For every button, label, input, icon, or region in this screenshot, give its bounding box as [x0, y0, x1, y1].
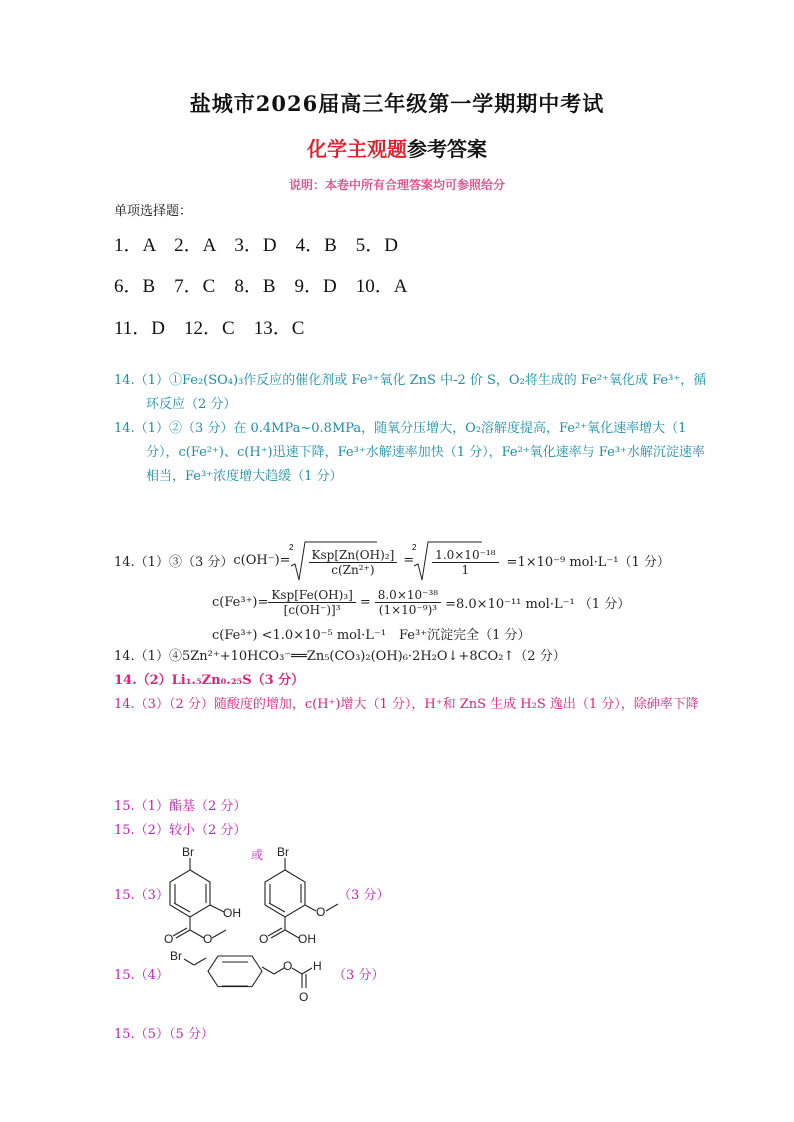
- atom-o: O: [316, 905, 326, 919]
- q14-1-3-line2: c(Fe³⁺)= $\frac{\text{Ksp[Fe(OH)₃]}}{\text{[c(OH⁻)]³}}$ = $\frac{\text{8.0×10⁻³⁸}}{\text{(1×10⁻⁹)³}}$ =8.0×10⁻¹¹ mol·L⁻¹ （1 分）: [212, 587, 631, 617]
- structure-c: [184, 956, 312, 988]
- q14-1-3-line3: c(Fe³⁺) <1.0×10⁻⁵ mol·L⁻¹ Fe³⁺沉淀完全（1 分）: [212, 628, 531, 643]
- ksp-zn-numerator: Ksp[Zn(OH)₂]: [309, 548, 398, 563]
- mc-row: 11．D 12．C 13．C: [114, 318, 305, 339]
- root-index: 2: [288, 542, 293, 552]
- c-oh-cubed-denominator: [c(OH⁻)]³: [283, 602, 341, 617]
- q14-2: 14.（2）Li₁.₅Zn₀.₂₅S（3 分）: [114, 673, 305, 688]
- c-oh-label: c(OH⁻)=: [233, 552, 291, 568]
- atom-o: O: [203, 932, 213, 946]
- atom-o: O: [164, 932, 174, 946]
- sqrt-expression-1: [288, 542, 398, 577]
- mc-label: 单项选择题：: [114, 204, 193, 219]
- q15-2: 15.（2）较小（2 分）: [114, 823, 247, 838]
- q14-1-1: [114, 369, 716, 417]
- mc-row: 1．A 2．A 3．D 4．B 5．D: [114, 235, 398, 256]
- value-numerator: 1.0×10⁻¹⁸: [432, 548, 498, 563]
- c-fe-result: =8.0×10⁻¹¹ mol·L⁻¹ （1 分）: [445, 596, 631, 612]
- c-fe-label: c(Fe³⁺)=: [212, 594, 269, 610]
- page-title: 盐城市2026届高三年级第一学期期中考试: [189, 91, 605, 116]
- q15-4-structure: [170, 948, 340, 1008]
- fe-value-denominator: (1×10⁻⁹)³: [378, 602, 438, 617]
- c-zn-denominator: c(Zn²⁺): [331, 562, 375, 577]
- subtitle-red: 化学主观题: [307, 137, 407, 161]
- q14-3: 14.（3）（2 分）随酸度的增加，c(H⁺)增大（1 分），H⁺和 ZnS 生成 H₂S 逸出（1 分），除砷率下降: [114, 697, 699, 712]
- q14-1-3-line1: 14.（1）③（3 分） c(OH⁻)= 2 $\frac{\text{Ksp[Zn(OH)₂]}}{\text{c(Zn²⁺)}}$ = 2 $\frac{\text{1.0×10⁻¹⁸}}{1}$ =1×10⁻⁹ mol·L⁻¹（1 分）: [114, 540, 670, 580]
- scoring-note: 说明：本卷中所有合理答案均可参照给分: [288, 178, 505, 192]
- atom-oh: OH: [223, 906, 241, 920]
- atom-o: O: [299, 990, 309, 1004]
- q15-4-score: （3 分）: [333, 968, 385, 983]
- root-index: 2: [412, 542, 417, 552]
- structure-a: [170, 858, 226, 938]
- q14-1-4: 14.（1）④5Zn²⁺+10HCO₃⁻══Zn₅(CO₃)₂(OH)₆·2H₂O↓+8CO₂↑（2 分）: [114, 649, 566, 664]
- subtitle-black: 参考答案: [407, 137, 487, 161]
- q15-5: 15.（5）（5 分）: [114, 1027, 214, 1042]
- or-label: 或: [251, 848, 264, 862]
- ksp-fe-numerator: Ksp[Fe(OH)₃]: [268, 588, 355, 603]
- q14-1-2: 14.（1）②（3 分）在 0.4MPa~0.8MPa，随氧分压增大，O₂溶解度提高，Fe²⁺氧化速率增大（1 分），c(Fe²⁺)、c(H⁺)迅速下降，Fe³⁺水解速率加快（1 分），Fe²⁺氧化速率与 Fe³⁺水解沉淀速率相当，Fe³⁺浓度增大趋缓（1 分）: [114, 421, 705, 484]
- q14-1-1-text: 作反应的催化剂或 Fe³⁺氧化 ZnS 中-2 价 S，O₂将生成的 Fe²⁺氧化成 Fe³⁺，循环反应（2 分）: [146, 373, 707, 412]
- q14-1-3-prefix: 14.（1）③（3 分）: [114, 554, 234, 570]
- page-subtitle: [0, 133, 794, 162]
- structure-b: [265, 858, 338, 938]
- atom-o: O: [259, 932, 269, 946]
- c-oh-result: =1×10⁻⁹ mol·L⁻¹（1 分）: [506, 554, 670, 570]
- fe-value-numerator: 8.0×10⁻³⁸: [375, 588, 441, 603]
- q15-3-label: 15.（3）: [114, 888, 169, 903]
- q14-1-1-prefix: 14.（1）①: [114, 373, 182, 388]
- mc-row: 6．B 7．C 8．B 9．D 10．A: [114, 276, 408, 297]
- q15-3-score: （3 分）: [338, 888, 390, 903]
- q15-4-label: 15.（4）: [114, 968, 169, 983]
- atom-oh: OH: [298, 932, 316, 946]
- atom-o: O: [283, 959, 293, 973]
- sqrt-expression-2: [414, 544, 498, 577]
- atom-br: Br: [277, 845, 289, 859]
- q15-1: 15.（1）酯基（2 分）: [114, 799, 247, 814]
- atom-br: Br: [170, 949, 182, 963]
- atom-h: H: [313, 959, 322, 973]
- atom-br: Br: [182, 845, 194, 859]
- value-denominator: 1: [461, 562, 470, 577]
- q14-1-1-formula: Fe₂(SO₄)₃: [181, 373, 244, 388]
